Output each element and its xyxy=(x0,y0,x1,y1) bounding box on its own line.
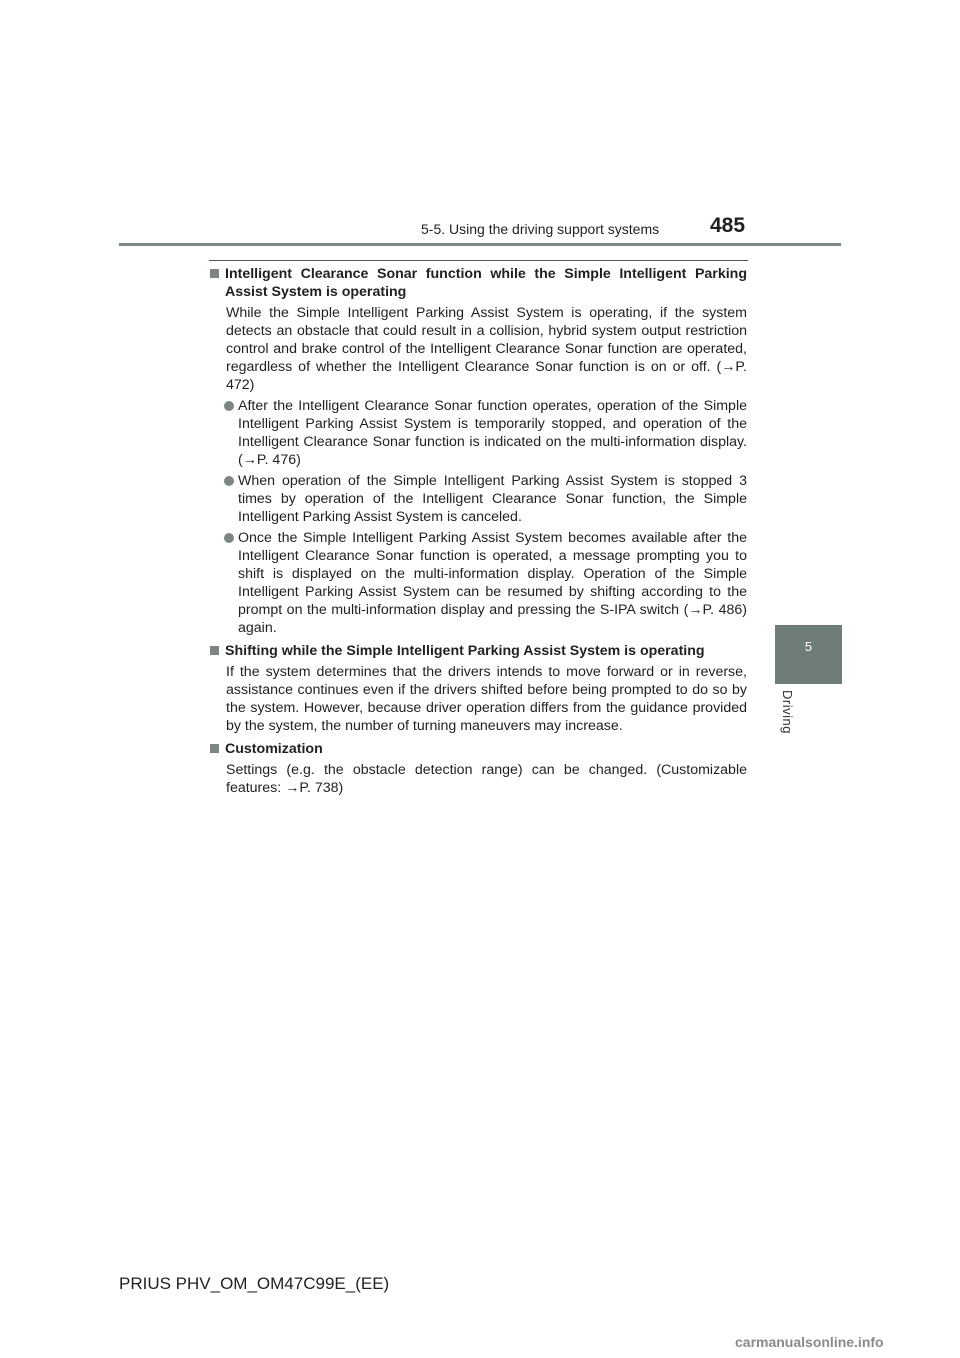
section-shifting xyxy=(209,642,747,735)
watermark-link[interactable]: carmanualsonline.info xyxy=(735,1334,884,1350)
list-item: Once the Simple Intelligent Parking Assist System becomes available after the Intelligent Clearance Sonar function is operated, a message prompting you to shift is displayed on the multi-information display. Operation of the Simple Intelligent Parking Assist System can be resumed by shifting according to the prompt on the multi-information display and pressing the S-IPA switch (→P. 486) again. xyxy=(224,529,747,637)
page-number: 485 xyxy=(710,214,746,237)
page-content xyxy=(209,265,747,802)
section-heading: Shifting while the Simple Intelligent Parking Assist System is operating xyxy=(209,642,747,660)
circle-bullet-icon xyxy=(224,401,234,411)
section-paragraph: Settings (e.g. the obstacle detection range) can be changed. (Customizable features: →P. 738) xyxy=(226,762,747,796)
chapter-tab[interactable] xyxy=(775,625,842,684)
chapter-label: Driving xyxy=(780,690,795,734)
section-paragraph: If the system determines that the drivers intends to move forward or in reverse, assistance continues even if the drivers shifted before being prompted to do so by the system. However, because driver operation differs from the guidance provided by the system, the number of turning maneuvers may increase. xyxy=(226,664,747,734)
header-rule xyxy=(119,243,841,246)
section-customization xyxy=(209,740,747,797)
square-bullet-icon xyxy=(210,269,219,278)
list-item: When operation of the Simple Intelligent Parking Assist System is stopped 3 times by operation of the Intelligent Clearance Sonar function, the Simple Intelligent Parking Assist System is canceled. xyxy=(224,472,747,526)
section-clearance-sonar xyxy=(209,265,747,637)
section-heading: Customization xyxy=(209,740,747,758)
section-title: 5-5. Using the driving support systems xyxy=(421,221,660,237)
square-bullet-icon xyxy=(210,744,219,753)
circle-bullet-icon xyxy=(224,533,234,543)
list-item: After the Intelligent Clearance Sonar function operates, operation of the Simple Intelligent Parking Assist System is temporarily stopped, and operation of the Intelligent Clearance Sonar function is indicated on the multi-information display. (→P. 476) xyxy=(224,397,747,469)
content-divider xyxy=(209,260,748,261)
section-heading: Intelligent Clearance Sonar function while the Simple Intelligent Parking Assist System is operating xyxy=(209,265,747,301)
square-bullet-icon xyxy=(210,646,219,655)
circle-bullet-icon xyxy=(224,476,234,486)
section-paragraph: While the Simple Intelligent Parking Assist System is operating, if the system detects an obstacle that could result in a collision, hybrid system output restriction control and brake control of the Intelligent Clearance Sonar function are operated, regardless of whether the Intelligent Clearance Sonar function is on or off. (→P. 472) xyxy=(226,305,747,393)
model-code: PRIUS PHV_OM_OM47C99E_(EE) xyxy=(119,1274,390,1293)
chapter-number: 5 xyxy=(804,639,813,654)
